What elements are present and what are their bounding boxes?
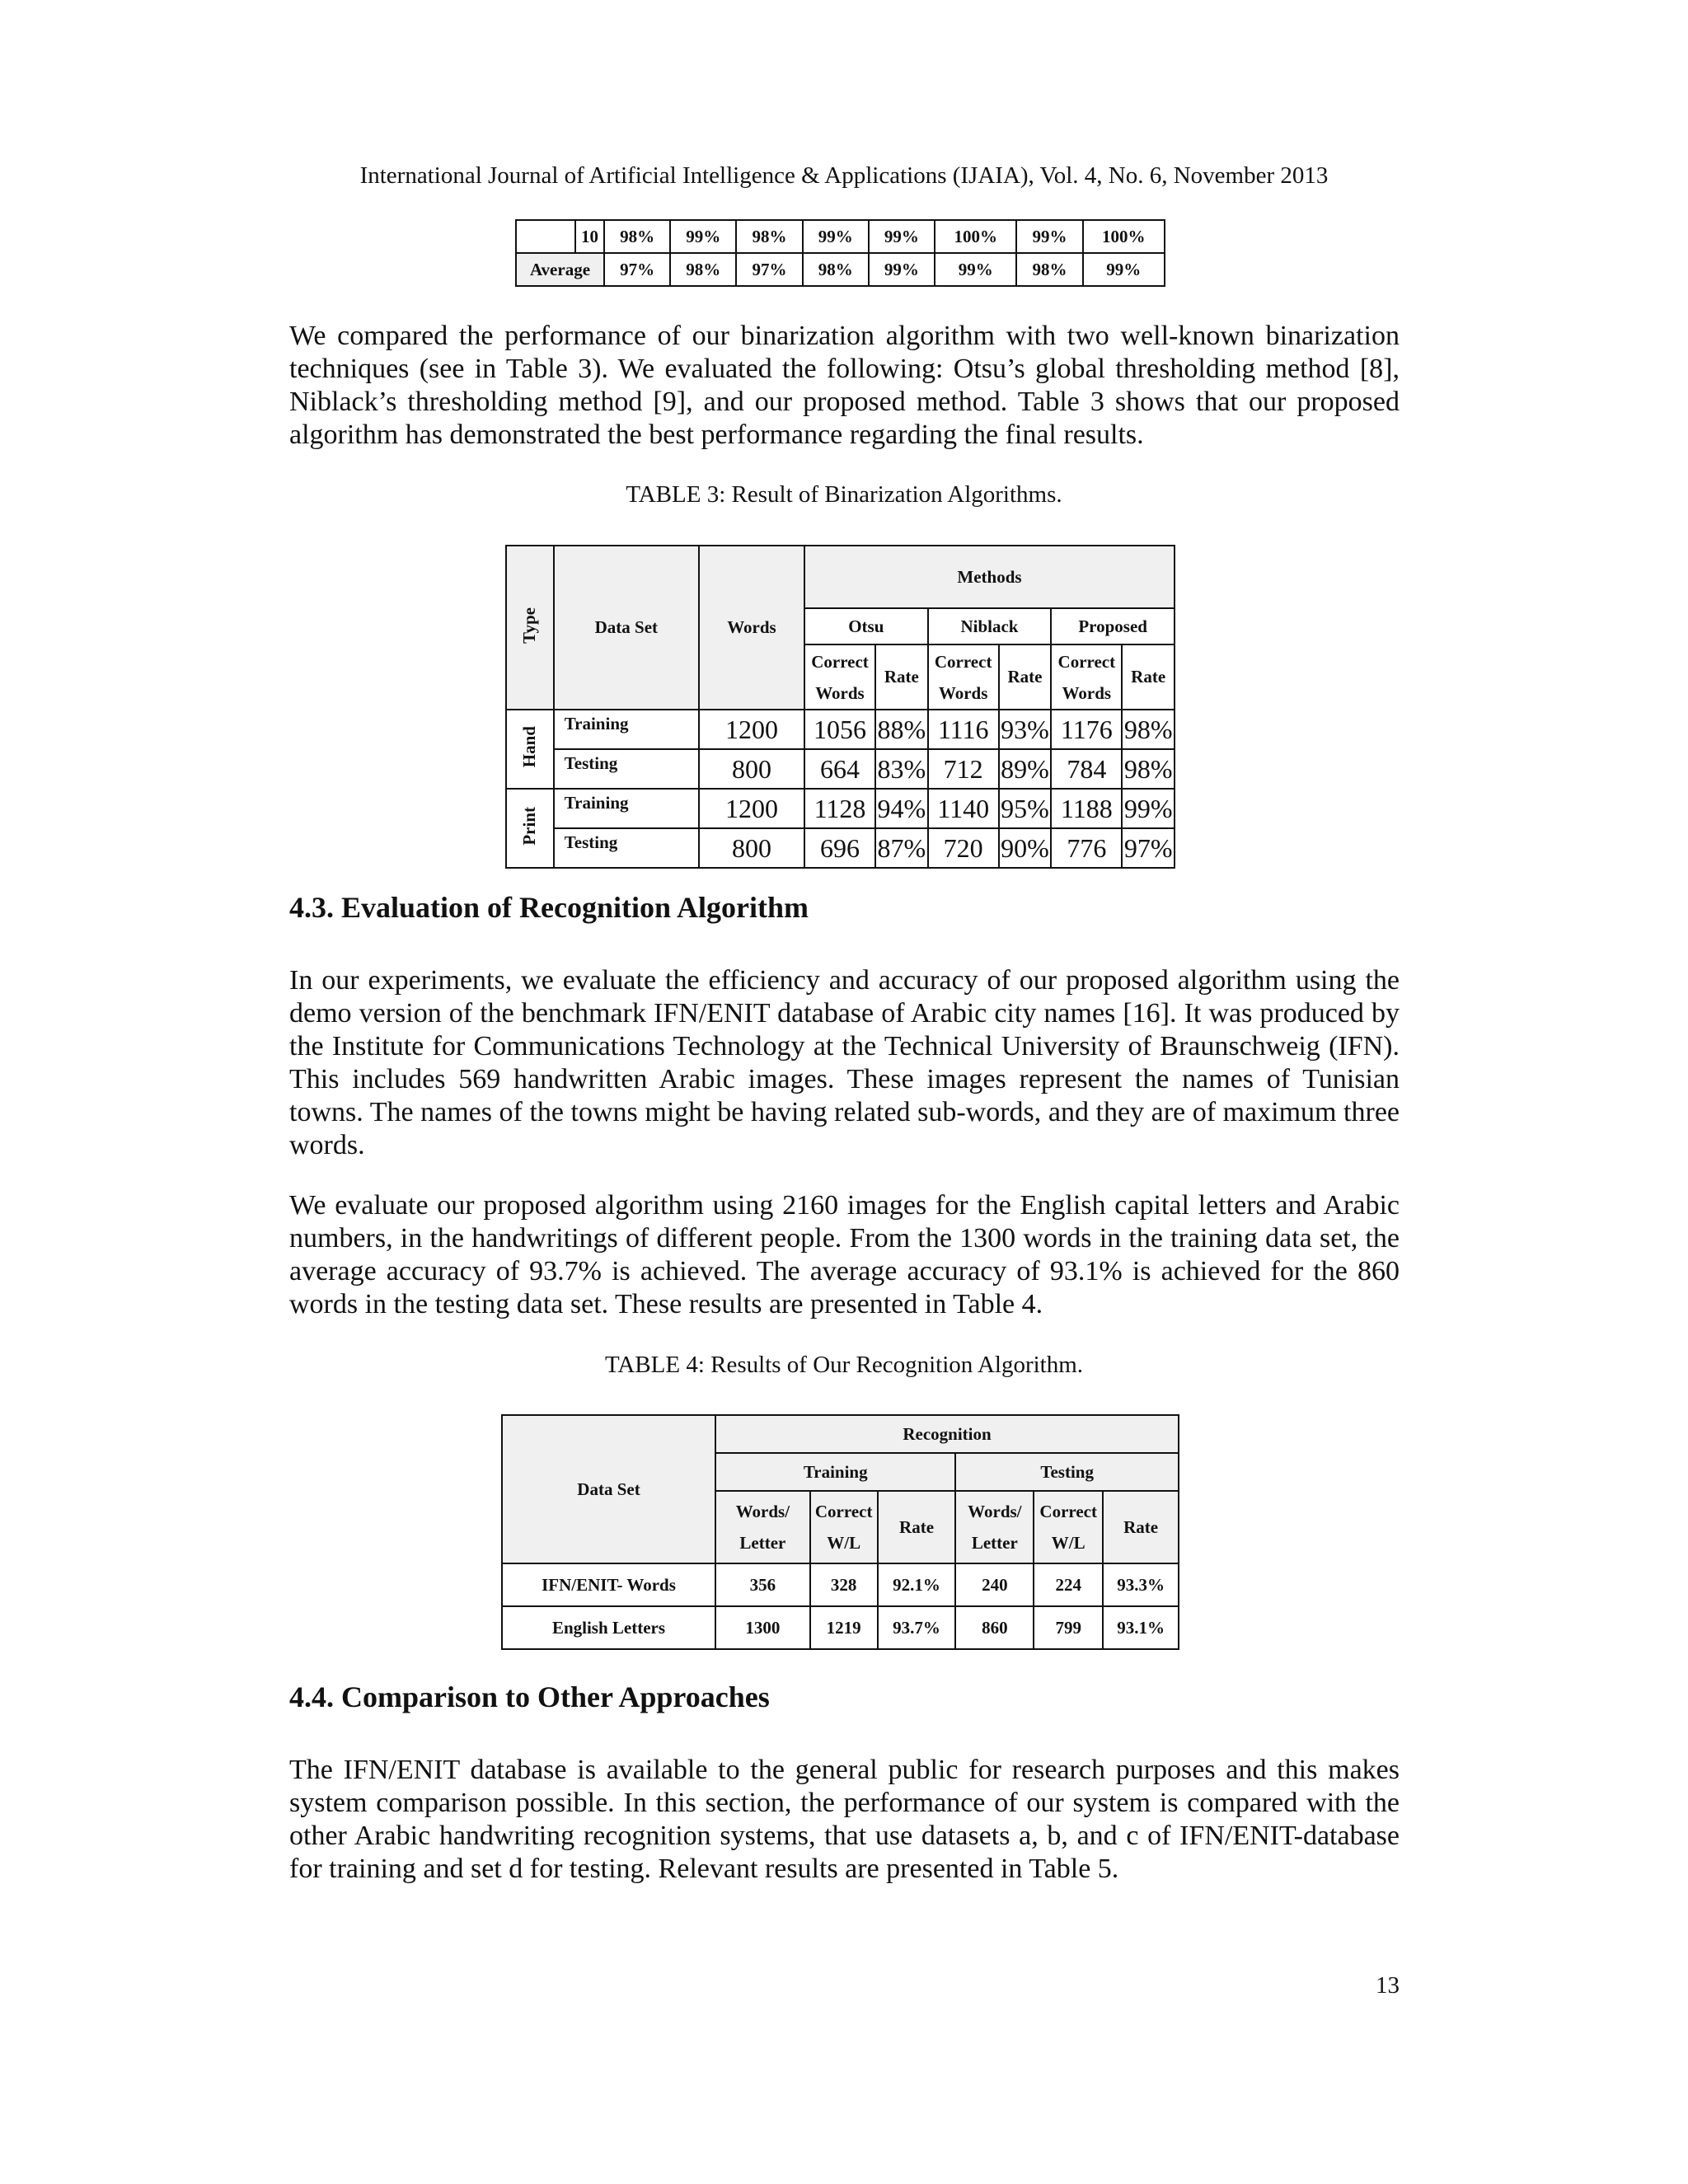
correct-wl-header — [810, 1491, 878, 1563]
dataset-cell: Testing — [554, 749, 699, 789]
otsu-header: Otsu — [804, 608, 928, 644]
dataset-cell: Training — [554, 710, 699, 749]
cell: 99% — [1083, 253, 1165, 286]
cell: 98% — [604, 220, 670, 253]
previous-table-fragment — [515, 219, 1165, 287]
words-cell: 1200 — [699, 710, 804, 749]
correct-wl-line2: W/L — [827, 1533, 861, 1553]
section-4-4-paragraph-1: The IFN/ENIT database is available to the general public for research purposes and this makes system comparison possible. In this section, the performance of our system is compared with the other Arabic handwriting recognition systems, that use datasets a, b, and c of IFN/ENIT-database for training and set d for testing. Relevant results are presented in Table 5. — [289, 1755, 1400, 1884]
row-label: 10 — [575, 220, 604, 253]
table4-recognition-results — [501, 1414, 1179, 1650]
cell: 99% — [869, 253, 935, 286]
testing-correct-cell: 799 — [1034, 1606, 1103, 1649]
words-cell: 800 — [699, 828, 804, 868]
table3-caption: TABLE 3: Result of Binarization Algorithms. — [626, 481, 1062, 508]
dataset-cell: Training — [554, 789, 699, 828]
testing-correct-cell: 224 — [1034, 1563, 1103, 1606]
correct-words-header — [928, 644, 999, 710]
training-wl-cell: 356 — [715, 1563, 810, 1606]
training-wl-cell: 1300 — [715, 1606, 810, 1649]
otsu-rate-cell: 88% — [875, 710, 928, 749]
running-header: International Journal of Artificial Intelligence & Applications (IJAIA), Vol. 4, No. 6, November 2013 — [359, 162, 1329, 189]
cell: 100% — [935, 220, 1016, 253]
section-4-3-paragraph-1: In our experiments, we evaluate the efficiency and accuracy of our proposed algorithm using the demo version of the benchmark IFN/ENIT database of Arabic city names [16]. It was produced by the Institute for Communications Technology at the Technical University of Braunschweig (IFN). This includes 569 handwritten Arabic images. These images represent the names of Tunisian towns. The names of the towns might be having related sub-words, and they are of maximum three words. — [289, 965, 1400, 1160]
dataset-cell: English Letters — [502, 1606, 715, 1649]
testing-wl-cell: 860 — [955, 1606, 1034, 1649]
niblack-correct-cell: 712 — [928, 749, 999, 789]
type-label: Print — [519, 807, 540, 846]
correct-words-line2: Words — [1062, 682, 1112, 703]
proposed-rate-cell: 98% — [1122, 749, 1175, 789]
training-header: Training — [715, 1453, 955, 1491]
correct-words-header — [1051, 644, 1122, 710]
cell: 98% — [736, 220, 802, 253]
cell: 97% — [736, 253, 802, 286]
niblack-correct-cell: 720 — [928, 828, 999, 868]
proposed-correct-cell: 776 — [1051, 828, 1122, 868]
type-cell-print — [506, 789, 554, 868]
rate-header: Rate — [999, 644, 1052, 710]
words-header: Words — [699, 546, 804, 710]
proposed-correct-cell: 784 — [1051, 749, 1122, 789]
niblack-rate-cell: 95% — [999, 789, 1052, 828]
correct-words-line2: Words — [815, 682, 865, 703]
row-label: Average — [516, 253, 604, 286]
niblack-rate-cell: 89% — [999, 749, 1052, 789]
words-letter-header — [955, 1491, 1034, 1563]
correct-words-line2: Words — [938, 682, 988, 703]
training-rate-cell: 93.7% — [878, 1606, 956, 1649]
niblack-correct-cell: 1116 — [928, 710, 999, 749]
cell: 99% — [935, 253, 1016, 286]
table-row — [502, 1606, 1179, 1649]
type-cell-hand — [506, 710, 554, 789]
correct-words-line1: Correct — [1057, 651, 1116, 672]
table-row — [516, 220, 1165, 253]
table3-binarization-results — [505, 545, 1175, 869]
table-row — [506, 749, 1175, 789]
table-row — [502, 1563, 1179, 1606]
proposed-rate-cell: 97% — [1122, 828, 1175, 868]
methods-header: Methods — [804, 546, 1175, 608]
row-blank-cell — [516, 220, 575, 253]
rate-header: Rate — [875, 644, 928, 710]
otsu-correct-cell: 1128 — [804, 789, 875, 828]
otsu-correct-cell: 1056 — [804, 710, 875, 749]
paragraph-binarization-comparison: We compared the performance of our binarization algorithm with two well-known binarization techniques (see in Table 3). We evaluated the following: Otsu’s global thresholding method [8], Niblack’s thresholding method [9], and our proposed method. Table 3 shows that our proposed algorithm has demonstrated the best performance regarding the final results. — [289, 321, 1400, 450]
testing-rate-cell: 93.3% — [1103, 1563, 1179, 1606]
words-letter-line1: Words/ — [968, 1502, 1022, 1521]
proposed-header: Proposed — [1051, 608, 1175, 644]
correct-words-header — [804, 644, 875, 710]
training-rate-cell: 92.1% — [878, 1563, 956, 1606]
niblack-correct-cell: 1140 — [928, 789, 999, 828]
words-letter-line2: Letter — [971, 1533, 1018, 1553]
niblack-rate-cell: 90% — [999, 828, 1052, 868]
cell: 98% — [803, 253, 869, 286]
rate-header: Rate — [1103, 1491, 1179, 1563]
cell: 98% — [1016, 253, 1082, 286]
type-label: Hand — [519, 726, 540, 768]
proposed-rate-cell: 98% — [1122, 710, 1175, 749]
training-correct-cell: 1219 — [810, 1606, 878, 1649]
cell: 99% — [869, 220, 935, 253]
proposed-correct-cell: 1188 — [1051, 789, 1122, 828]
correct-words-line1: Correct — [811, 651, 869, 672]
rate-header: Rate — [1122, 644, 1175, 710]
otsu-correct-cell: 664 — [804, 749, 875, 789]
correct-wl-line2: W/L — [1051, 1533, 1085, 1553]
rate-header: Rate — [878, 1491, 956, 1563]
proposed-rate-cell: 99% — [1122, 789, 1175, 828]
correct-wl-line1: Correct — [1039, 1502, 1097, 1521]
dataset-header: Data Set — [502, 1415, 715, 1563]
cell: 100% — [1083, 220, 1165, 253]
niblack-header: Niblack — [928, 608, 1052, 644]
recognition-header: Recognition — [715, 1415, 1179, 1453]
niblack-rate-cell: 93% — [999, 710, 1052, 749]
cell: 99% — [670, 220, 736, 253]
table-row — [506, 710, 1175, 749]
table-row — [516, 253, 1165, 286]
section-4-3-paragraph-2: We evaluate our proposed algorithm using 2160 images for the English capital letters and Arabic numbers, in the handwritings of different people. From the 1300 words in the training data set, the average accuracy of 93.7% is achieved. The average accuracy of 93.1% is achieved for the 860 words in the testing data set. These results are presented in Table 4. — [289, 1190, 1400, 1319]
testing-header: Testing — [955, 1453, 1179, 1491]
cell: 99% — [803, 220, 869, 253]
correct-wl-line1: Correct — [814, 1502, 873, 1521]
testing-rate-cell: 93.1% — [1103, 1606, 1179, 1649]
words-letter-header — [715, 1491, 810, 1563]
table-row — [506, 789, 1175, 828]
type-header-label: Type — [519, 607, 540, 644]
dataset-cell: IFN/ENIT- Words — [502, 1563, 715, 1606]
dataset-cell: Testing — [554, 828, 699, 868]
cell: 97% — [604, 253, 670, 286]
page-number: 13 — [1376, 1972, 1400, 1999]
dataset-header: Data Set — [554, 546, 699, 710]
otsu-rate-cell: 83% — [875, 749, 928, 789]
proposed-correct-cell: 1176 — [1051, 710, 1122, 749]
testing-wl-cell: 240 — [955, 1563, 1034, 1606]
words-letter-line2: Letter — [739, 1533, 786, 1553]
correct-wl-header — [1034, 1491, 1103, 1563]
section-4-4-title: 4.4. Comparison to Other Approaches — [289, 1680, 770, 1713]
otsu-rate-cell: 94% — [875, 789, 928, 828]
otsu-correct-cell: 696 — [804, 828, 875, 868]
cell: 98% — [670, 253, 736, 286]
section-4-3-title: 4.3. Evaluation of Recognition Algorithm — [289, 891, 809, 924]
words-cell: 1200 — [699, 789, 804, 828]
words-cell: 800 — [699, 749, 804, 789]
table4-caption: TABLE 4: Results of Our Recognition Algorithm. — [604, 1352, 1084, 1378]
table-row — [506, 828, 1175, 868]
otsu-rate-cell: 87% — [875, 828, 928, 868]
training-correct-cell: 328 — [810, 1563, 878, 1606]
cell: 99% — [1016, 220, 1082, 253]
correct-words-line1: Correct — [934, 651, 992, 672]
type-header — [506, 546, 554, 710]
words-letter-line1: Words/ — [735, 1502, 790, 1521]
